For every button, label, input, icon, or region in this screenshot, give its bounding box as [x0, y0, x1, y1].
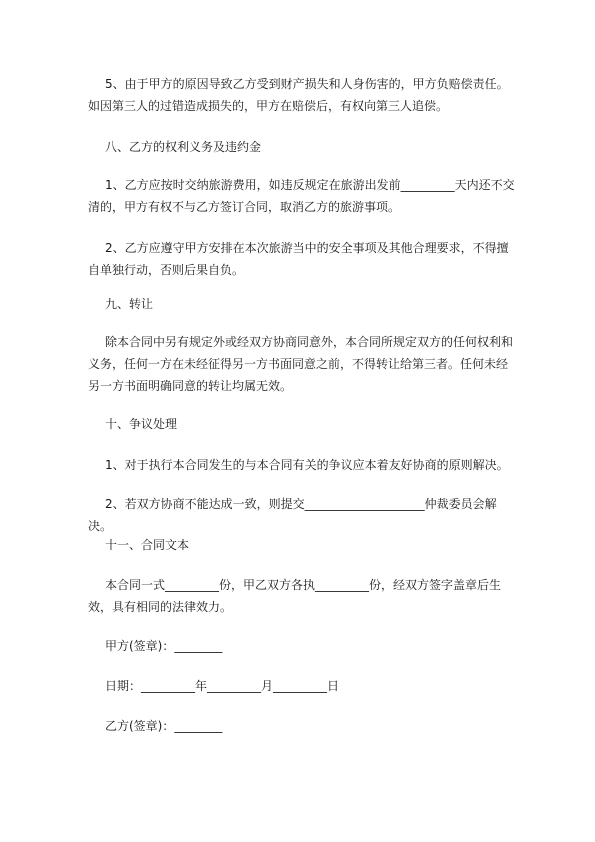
clause-5-paragraph: 5、由于甲方的原因导致乙方受到财产损失和人身伤害的，甲方负赔偿责任。如因第三人的过错造成损失的，甲方在赔偿后，有权向第三人追偿。: [88, 77, 509, 113]
section-10-heading: 十、争议处理: [105, 417, 178, 431]
clause-10-1-paragraph: 1、对于执行本合同发生的与本合同有关的争议应本着友好协商的原则解决。: [105, 458, 509, 472]
section-8-heading: 八、乙方的权利义务及违约金: [105, 140, 262, 154]
party-a-signature-line: 甲方(签章)：________: [105, 639, 223, 653]
date-line: 日期：_________年_________月_________日: [105, 679, 340, 693]
clause-9-paragraph: 除本合同中另有规定外或经双方协商同意外，本合同所规定双方的任何权利和义务，任何一方在未经征得另一方书面同意之前，不得转让给第三者。任何未经另一方书面明确同意的转让均属无效。: [88, 335, 514, 393]
clause-8-2-paragraph: 2、乙方应遵守甲方安排在本次旅游当中的安全事项及其他合理要求，不得擅自单独行动，否则后果自负。: [88, 241, 509, 277]
section-11-heading: 十一、合同文本: [105, 538, 190, 552]
clause-11-paragraph: 本合同一式_________份，甲乙双方各执_________份，经双方签字盖章后生效，具有相同的法律效力。: [88, 578, 502, 614]
party-b-signature-line: 乙方(签章)：________: [105, 719, 223, 733]
clause-10-2-paragraph: 2、若双方协商不能达成一致，则提交____________________仲裁委员会解决。: [88, 497, 497, 533]
clause-8-1-paragraph: 1、乙方应按时交纳旅游费用，如违反规定在旅游出发前_________天内还不交清的，甲方有权不与乙方签订合同，取消乙方的旅游事项。: [88, 178, 515, 214]
section-9-heading: 九、转让: [105, 297, 154, 311]
